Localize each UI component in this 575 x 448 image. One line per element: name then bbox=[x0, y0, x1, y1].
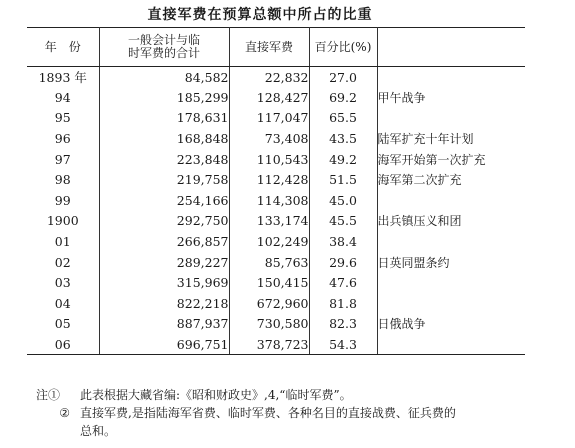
cell-military: 114,308 bbox=[229, 190, 309, 211]
cell-percent: 27.0 bbox=[309, 67, 377, 88]
cell-total: 289,227 bbox=[99, 252, 229, 273]
cell-year: 96 bbox=[27, 128, 99, 149]
cell-percent: 38.4 bbox=[309, 231, 377, 252]
cell-event bbox=[377, 190, 525, 211]
cell-military: 730,580 bbox=[229, 314, 309, 335]
footnote-2-continued: 总和。 bbox=[80, 424, 117, 438]
table-row bbox=[27, 314, 525, 335]
cell-event bbox=[377, 334, 525, 355]
header-year: 年 份 bbox=[27, 28, 99, 67]
cell-event bbox=[377, 293, 525, 314]
cell-military: 117,047 bbox=[229, 108, 309, 129]
cell-year: 02 bbox=[27, 252, 99, 273]
cell-event bbox=[377, 108, 525, 129]
cell-year: 98 bbox=[27, 169, 99, 190]
cell-percent: 45.5 bbox=[309, 211, 377, 232]
table-row bbox=[27, 272, 525, 293]
table-row bbox=[27, 334, 525, 355]
table-row bbox=[27, 190, 525, 211]
cell-event: 出兵镇压义和团 bbox=[377, 214, 462, 229]
cell-percent: 45.0 bbox=[309, 190, 377, 211]
cell-total: 696,751 bbox=[99, 334, 229, 355]
cell-percent: 65.5 bbox=[309, 108, 377, 129]
cell-military: 672,960 bbox=[229, 293, 309, 314]
cell-percent: 47.6 bbox=[309, 272, 377, 293]
cell-total: 185,299 bbox=[99, 87, 229, 108]
table-row bbox=[27, 149, 525, 170]
cell-year: 01 bbox=[27, 231, 99, 252]
cell-percent: 82.3 bbox=[309, 314, 377, 335]
cell-percent: 43.5 bbox=[309, 128, 377, 149]
cell-year: 1893 年 bbox=[27, 67, 99, 88]
cell-total: 219,758 bbox=[99, 169, 229, 190]
cell-year: 03 bbox=[27, 272, 99, 293]
cell-military: 128,427 bbox=[229, 87, 309, 108]
cell-year: 1900 bbox=[27, 211, 99, 232]
table-row bbox=[27, 169, 525, 190]
cell-percent: 29.6 bbox=[309, 252, 377, 273]
cell-total: 315,969 bbox=[99, 272, 229, 293]
cell-event: 日俄战争 bbox=[377, 317, 426, 332]
cell-year: 95 bbox=[27, 108, 99, 129]
table-row bbox=[27, 293, 525, 314]
cell-total: 822,218 bbox=[99, 293, 229, 314]
cell-military: 112,428 bbox=[229, 169, 309, 190]
cell-total: 292,750 bbox=[99, 211, 229, 232]
cell-total: 178,631 bbox=[99, 108, 229, 129]
header-event bbox=[377, 28, 525, 67]
header-total: 一般会计与临 时军费的合计 bbox=[99, 28, 229, 67]
cell-total: 168,848 bbox=[99, 128, 229, 149]
table-row bbox=[27, 67, 525, 88]
cell-military: 378,723 bbox=[229, 334, 309, 355]
cell-total: 887,937 bbox=[99, 314, 229, 335]
cell-military: 22,832 bbox=[229, 67, 309, 88]
cell-percent: 51.5 bbox=[309, 169, 377, 190]
cell-year: 94 bbox=[27, 87, 99, 108]
table-row bbox=[27, 108, 525, 129]
cell-percent: 69.2 bbox=[309, 87, 377, 108]
footnote-1: 注① 此表根据大藏省编:《昭和财政史》,4,“临时军费”。 bbox=[36, 388, 352, 402]
cell-military: 150,415 bbox=[229, 272, 309, 293]
cell-total: 254,166 bbox=[99, 190, 229, 211]
cell-total: 223,848 bbox=[99, 149, 229, 170]
cell-event bbox=[377, 231, 525, 252]
cell-military: 102,249 bbox=[229, 231, 309, 252]
header-percent: 百分比(%) bbox=[309, 28, 377, 67]
cell-event bbox=[377, 272, 525, 293]
cell-year: 99 bbox=[27, 190, 99, 211]
cell-event: 日英同盟条约 bbox=[377, 255, 450, 270]
cell-event bbox=[377, 67, 525, 88]
cell-year: 06 bbox=[27, 334, 99, 355]
cell-year: 04 bbox=[27, 293, 99, 314]
cell-year: 05 bbox=[27, 314, 99, 335]
table-row bbox=[27, 128, 525, 149]
cell-percent: 49.2 bbox=[309, 149, 377, 170]
cell-event: 甲午战争 bbox=[377, 90, 426, 105]
cell-year: 97 bbox=[27, 149, 99, 170]
cell-total: 266,857 bbox=[99, 231, 229, 252]
table-row bbox=[27, 252, 525, 273]
cell-military: 133,174 bbox=[229, 211, 309, 232]
cell-military: 110,543 bbox=[229, 149, 309, 170]
header-military: 直接军费 bbox=[229, 28, 309, 67]
table-title: 直接军费在预算总额中所占的比重 bbox=[147, 7, 373, 23]
cell-total: 84,582 bbox=[99, 67, 229, 88]
cell-percent: 81.8 bbox=[309, 293, 377, 314]
military-budget-table bbox=[27, 27, 525, 355]
cell-event: 海军第二次扩充 bbox=[377, 173, 462, 188]
cell-military: 85,763 bbox=[229, 252, 309, 273]
table-row bbox=[27, 231, 525, 252]
cell-military: 73,408 bbox=[229, 128, 309, 149]
footnotes bbox=[36, 386, 556, 440]
table-row bbox=[27, 87, 525, 108]
cell-event: 海军开始第一次扩充 bbox=[377, 152, 486, 167]
cell-percent: 54.3 bbox=[309, 334, 377, 355]
table-row bbox=[27, 211, 525, 232]
cell-event: 陆军扩充十年计划 bbox=[377, 132, 474, 147]
footnote-2: ② 直接军费,是指陆海军省费、临时军费、各种名目的直接战费、征兵费的 bbox=[59, 406, 456, 420]
